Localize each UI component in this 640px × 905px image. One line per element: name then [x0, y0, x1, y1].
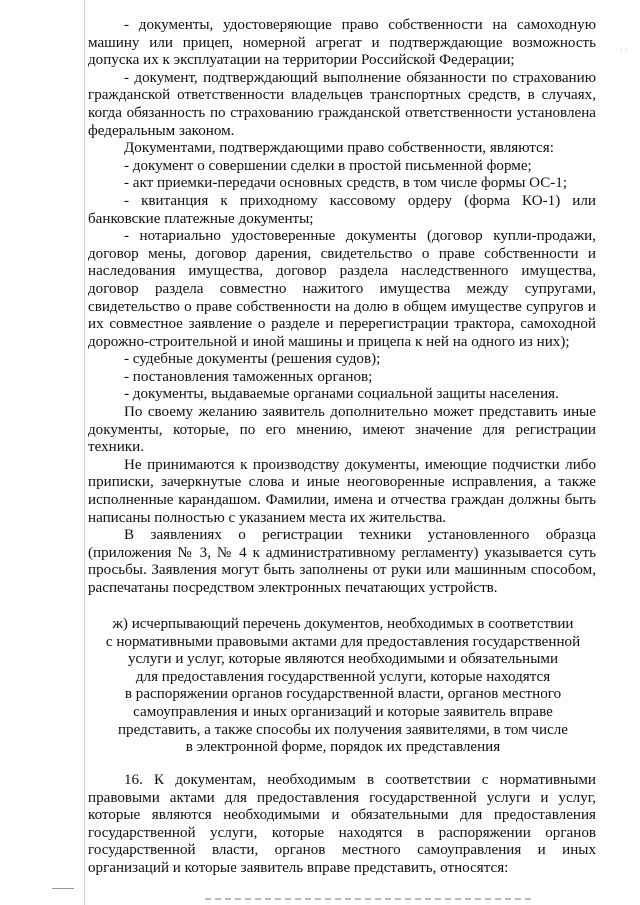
scan-margin-line [84, 0, 85, 905]
paragraph: Документами, подтверждающими право собственности, являются: [124, 140, 554, 157]
heading-line: в распоряжении органов государственной власти, органов местного [124, 686, 562, 703]
heading-line: с нормативными правовыми актами для предоставления государственной [105, 633, 581, 650]
paragraph: - документ, подтверждающий выполнение обязанности по страхованию гражданской ответственности владельцев транспортных средств, в случаях, когда обязанность по страхованию гражданской ответственности установлена федеральным законом. [88, 69, 596, 139]
scan-artifact [205, 898, 535, 900]
paragraph: - постановления таможенных органов; [124, 368, 373, 385]
heading-line: для предоставления государственной услуги, которые находятся [135, 668, 551, 685]
paragraph: - судебные документы (решения судов); [124, 351, 381, 368]
scan-artifact: · · [620, 46, 628, 55]
paragraph: Не принимаются к производству документы, имеющие подчистки либо приписки, зачеркнутые слова и иные неоговоренные исправления, а также исполненные карандашом. Фамилии, имена и отчества граждан должны быть написаны полностью с указанием места их жительства. [88, 456, 596, 526]
paragraph: В заявлениях о регистрации техники установленного образца (приложения № 3, № 4 к административному регламенту) указывается суть просьбы. Заявления могут быть заполнены от руки или машинным способом, распечатаны посредством электронных печатающих устройств. [88, 527, 596, 596]
paragraph: - акт приемки-передачи основных средств, в том числе формы ОС-1; [124, 175, 568, 192]
paragraph: - документ о совершении сделки в простой письменной форме; [124, 157, 532, 174]
paragraph-16: 16. К документам, необходимым в соответствии с нормативными правовыми актами для предоставления государственной услуги и услуг, которые являются необходимыми и обязательными для предоставления государственной услуги, которые находятся в распоряжении органов государственной власти, органов местного самоуправления и иных организаций и которые заявитель вправе представить, относятся: [88, 772, 596, 876]
paragraph: - документы, выдаваемые органами социальной защиты населения. [124, 386, 559, 403]
paragraph-16-block [88, 772, 596, 878]
paragraph: - документы, удостоверяющие право собственности на самоходную машину или прицеп, номерной агрегат и подтверждающие возможность допуска их к эксплуатации на территории Российской Федерации; [88, 17, 596, 69]
paragraph: - квитанция к приходному кассовому ордеру (форма КО-1) или банковские платежные документы; [88, 192, 596, 227]
paragraph: По своему желанию заявитель дополнительно может представить иные документы, которые, по его мнению, имеют значение для регистрации техники. [88, 404, 596, 456]
heading-line: ж) исчерпывающий перечень документов, необходимых в соответствии [112, 616, 574, 632]
heading-line: в электронной форме, порядок их представления [185, 739, 501, 756]
heading-line: самоуправления и иных организаций и которые заявитель вправе [133, 703, 553, 720]
heading-line: представить, а также способы их получения заявителями, в том числе [117, 721, 569, 738]
scan-artifact [52, 888, 74, 889]
heading-line: услуги и услуг, которые являются необходимыми и обязательными [127, 651, 559, 668]
document-body-top [88, 17, 596, 598]
paragraph: - нотариально удостоверенные документы (договор купли-продажи, договор мены, договор дарения, свидетельство о праве собственности и наследования имущества, договор раздела наследственного имущества, договор раздела совместно нажитого имущества между супругами, свидетельство о праве собственности на долю в общем имуществе супругов и их совместное заявление о разделе и перерегистрации трактора, самоходной дорожно-строительной и иной машины и прицепа к ней на одного из них); [88, 228, 596, 350]
section-heading [98, 616, 588, 757]
